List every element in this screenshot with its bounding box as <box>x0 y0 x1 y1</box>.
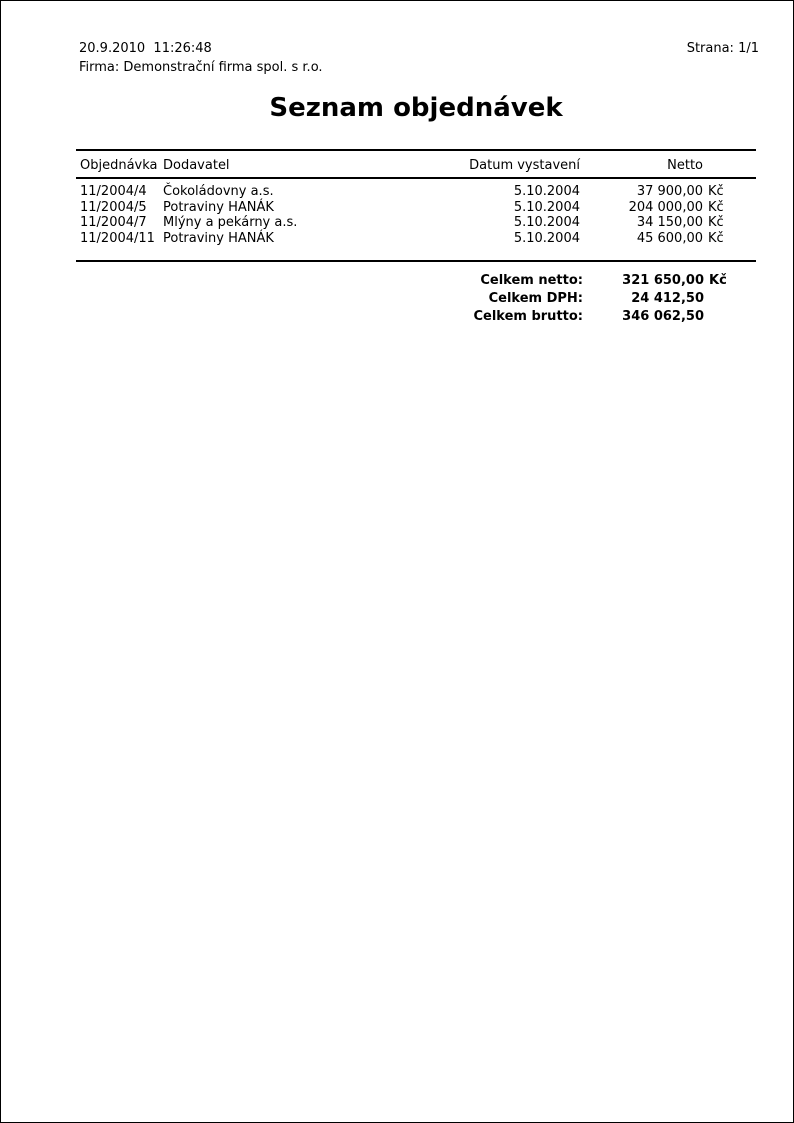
supplier-name: Čokoládovny a.s. <box>163 184 274 199</box>
netto-amount: 204 000,00 <box>628 199 703 215</box>
company-line: Firma: Demonstrační firma spol. s r.o. <box>79 60 323 75</box>
column-header-objednavka: Objednávka <box>76 150 163 178</box>
total-brutto-currency <box>704 308 756 326</box>
total-dph-value: 24 412,50 <box>631 291 704 306</box>
total-dph-currency <box>704 290 756 308</box>
currency-label: Kč <box>708 199 724 215</box>
column-header-currency-spacer <box>703 150 756 178</box>
order-number: 11/2004/7 <box>80 215 147 230</box>
total-netto-label: Celkem netto: <box>480 273 583 288</box>
orders-table-header <box>76 150 756 178</box>
issue-date: 5.10.2004 <box>513 199 580 215</box>
orders-table-body <box>76 178 756 261</box>
issue-date: 5.10.2004 <box>513 215 580 230</box>
total-brutto-label: Celkem brutto: <box>473 309 583 324</box>
table-row <box>76 178 756 200</box>
order-number: 11/2004/5 <box>80 199 147 215</box>
column-header-dodavatel: Dodavatel <box>163 150 393 178</box>
total-netto-row <box>76 272 756 290</box>
total-netto-value: 321 650,00 <box>622 273 704 288</box>
issue-date: 5.10.2004 <box>393 231 580 262</box>
order-number: 11/2004/11 <box>76 231 163 262</box>
total-netto-currency: Kč <box>709 273 727 288</box>
supplier-name: Potraviny HANÁK <box>163 231 393 262</box>
total-dph-row <box>76 290 756 308</box>
table-row <box>76 215 756 231</box>
table-row <box>76 231 756 262</box>
report-datetime: 20.9.2010 11:26:48 <box>79 41 212 56</box>
netto-amount: 37 900,00 <box>636 184 703 199</box>
column-header-datum: Datum vystavení <box>393 150 580 178</box>
header-row <box>76 150 756 178</box>
total-brutto-row <box>76 308 756 326</box>
table-row <box>76 200 756 216</box>
currency-label: Kč <box>708 215 724 230</box>
supplier-name: Mlýny a pekárny a.s. <box>163 215 298 230</box>
currency-label: Kč <box>708 184 724 199</box>
order-number: 11/2004/4 <box>80 184 147 199</box>
currency-label: Kč <box>703 231 756 262</box>
netto-amount: 45 600,00 <box>580 231 703 262</box>
totals-section <box>76 272 756 326</box>
issue-date: 5.10.2004 <box>513 184 580 199</box>
netto-amount: 34 150,00 <box>636 215 703 230</box>
report-title: Seznam objednávek <box>269 93 563 123</box>
total-brutto-value: 346 062,50 <box>622 309 704 324</box>
supplier-name: Potraviny HANÁK <box>163 199 274 215</box>
total-dph-label: Celkem DPH: <box>488 291 583 306</box>
orders-table <box>76 149 756 262</box>
column-header-netto: Netto <box>580 150 703 178</box>
page-number-label: Strana: 1/1 <box>686 41 759 56</box>
